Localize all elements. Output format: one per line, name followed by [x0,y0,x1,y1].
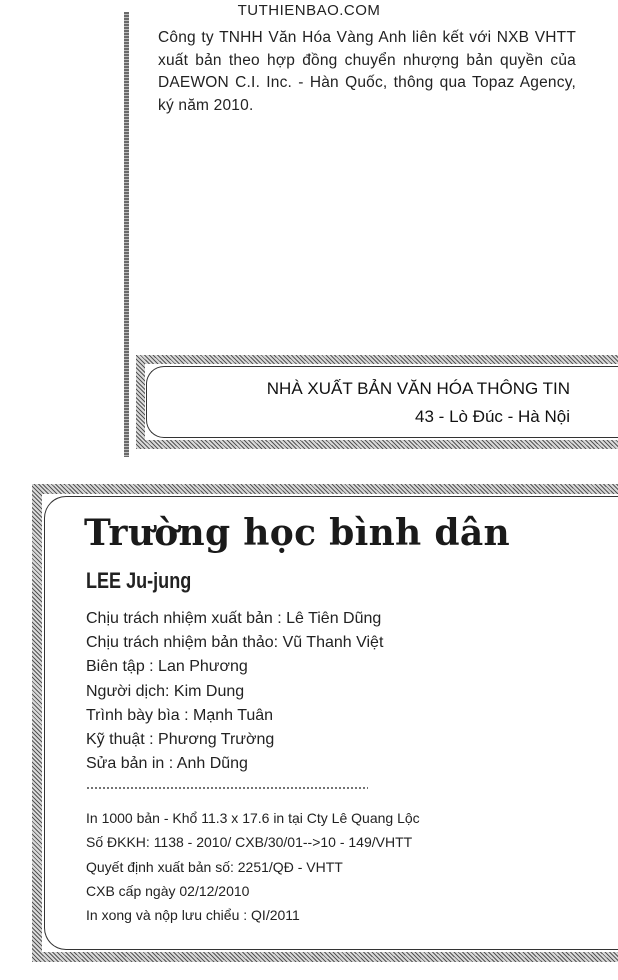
credit-line: Chịu trách nhiệm bản thảo: Vũ Thanh Việt [86,634,384,652]
credit-line: Biên tập : Lan Phương [86,658,248,676]
watermark: TUTHIENBAO.COM [237,2,381,19]
publisher-name: NHÀ XUẤT BẢN VĂN HÓA THÔNG TIN [266,379,570,398]
print-info-list [86,806,420,927]
credit-line: Người dịch: Kim Dung [86,682,245,700]
book-author: LEE Ju-jung [86,568,192,593]
credit-line: Trình bày bìa : Mạnh Tuân [86,706,274,724]
credit-line: Kỹ thuật : Phương Trường [86,731,275,749]
vertical-border-line [124,12,129,457]
credit-line: Sửa bản in : Anh Dũng [86,755,248,773]
credit-line: Chịu trách nhiệm xuất bản : Lê Tiên Dũng [86,610,382,627]
publisher-address: 43 - Lò Đúc - Hà Nội [415,407,570,426]
print-info-line: CXB cấp ngày 02/12/2010 [86,882,250,899]
dotted-divider [86,787,368,789]
book-title: Trường học bình dân [84,512,510,554]
credits-list [86,607,383,776]
print-info-line: In xong và nộp lưu chiểu : QI/2011 [86,907,300,924]
copyright-paragraph: Công ty TNHH Văn Hóa Vàng Anh liên kết với NXB VHTT xuất bản theo hợp đồng chuyển nhượng bản quyền của DAEWON C.I. Inc. - Hàn Quốc, thông qua Topaz Agency, ký năm 2010. [158,29,576,114]
print-info-line: Quyết định xuất bản số: 2251/QĐ - VHTT [86,858,343,875]
print-info-line: Số ĐKKH: 1138 - 2010/ CXB/30/01-->10 - 149/VHTT [86,834,413,851]
print-info-line: In 1000 bản - Khổ 11.3 x 17.6 in tại Cty Lê Quang Lộc [86,810,420,826]
publisher-block [267,375,570,431]
